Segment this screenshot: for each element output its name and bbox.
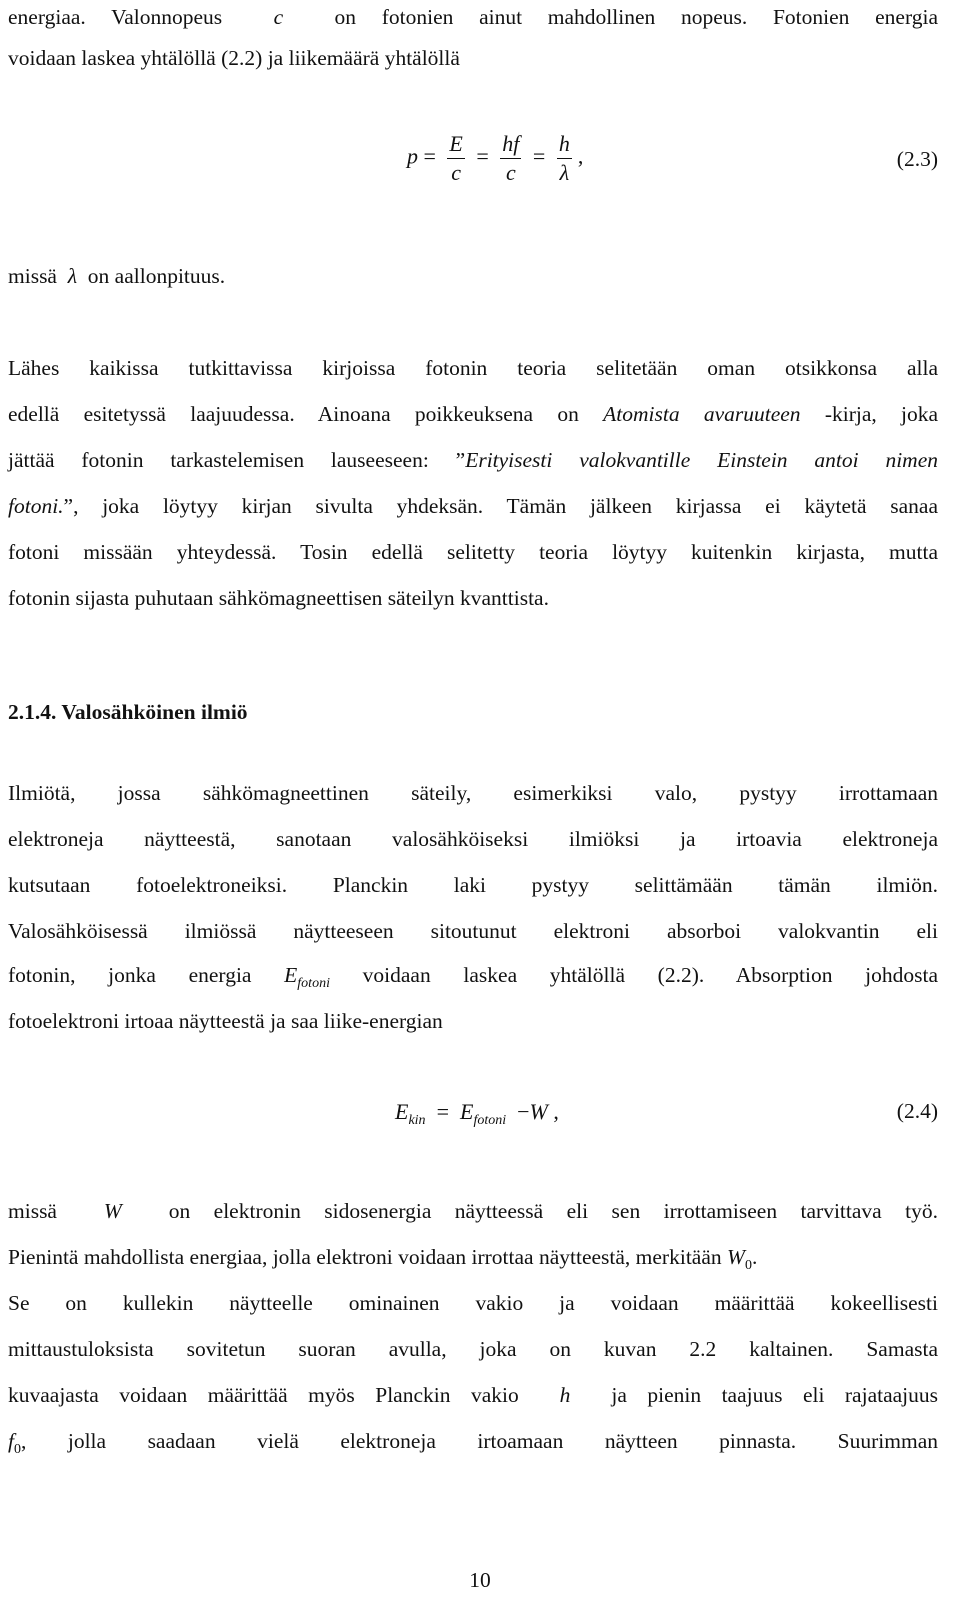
text-line: $f_0$, jolla saadaan vielä elektroneja irtoamaan näytteen pinnasta. Suurimman: [8, 1429, 938, 1457]
fraction-E-over-c: $\frac{E}{c}$: [449, 131, 463, 185]
fraction-h-over-lambda: $\frac{h}{\lambda}$: [558, 131, 570, 185]
text-line: missä W on elektronin sidosenergia näytteessä eli sen irrottamiseen tarvittava työ.: [8, 1199, 939, 1223]
text-line: Valosähköisessä ilmiössä näytteeseen sitoutunut elektroni absorboi valokvantin eli: [8, 919, 938, 943]
text-line: Ilmiötä, jossa sähkömagneettinen säteily, esimerkiksi valo, pystyy irrottamaan: [8, 781, 938, 805]
section-heading: 2.1.4. Valosähköinen ilmiö: [8, 700, 248, 724]
text-line: fotoni.”, joka löytyy kirjan sivulta yhdeksän. Tämän jälkeen kirjassa ei käytetä sanaa: [8, 494, 938, 518]
text-line: Pienintä mahdollista energiaa, jolla elektroni voidaan irrottaa näytteestä, merkitään $W_0$.: [8, 1245, 758, 1273]
fraction-hf-over-c: $\frac{hf}{c}$: [502, 131, 520, 185]
text-line: missä λ on aallonpituus.: [8, 264, 226, 288]
text-line: energiaa. Valonnopeus c on fotonien ainut mahdollinen nopeus. Fotonien energia: [8, 5, 938, 29]
equation-2-4: $E_{kin} = E_{fotoni} -W$ ,: [395, 1099, 559, 1128]
text-line: fotonin, jonka energia $E_{fotoni}$ voidaan laskea yhtälöllä (2.2). Absorption johdosta: [8, 963, 939, 991]
text-line: voidaan laskea yhtälöllä (2.2) ja liikemäärä yhtälöllä: [8, 46, 460, 70]
text-line: kuvaajasta voidaan määrittää myös Planckin vakio h ja pienin taajuus eli rajataajuus: [8, 1383, 939, 1407]
text-line: jättää fotonin tarkastelemisen lauseeseen: ”Erityisesti valokvantille Einstein antoi nimen: [8, 448, 938, 472]
text-line: edellä esitetyssä laajuudessa. Ainoana poikkeuksena on Atomista avaruuteen -kirja, joka: [8, 402, 939, 426]
page-number: 10: [469, 1568, 491, 1592]
equation-number-2-3: (2.3): [896, 147, 938, 171]
text-line: fotoelektroni irtoaa näytteestä ja saa liike-energian: [8, 1009, 443, 1033]
text-line: elektroneja näytteestä, sanotaan valosähköiseksi ilmiöksi ja irtoavia elektroneja: [8, 827, 938, 851]
text-line: fotoni missään yhteydessä. Tosin edellä selitetty teoria löytyy kuitenkin kirjasta, mutta: [8, 540, 938, 564]
equation-2-3: p = $\frac{E}{c}$ = $\frac{hf}{c}$ = $\frac{h}{\lambda}$ ,: [407, 131, 584, 185]
text-line: Lähes kaikissa tutkittavissa kirjoissa fotonin teoria selitetään oman otsikkonsa alla: [8, 356, 938, 380]
text-line: fotonin sijasta puhutaan sähkömagneettisen säteilyn kvanttista.: [8, 586, 549, 610]
equation-number-2-4: (2.4): [896, 1099, 938, 1123]
text-line: Se on kullekin näytteelle ominainen vakio ja voidaan määrittää kokeellisesti: [8, 1291, 938, 1315]
text-line: kutsutaan fotoelektroneiksi. Planckin laki pystyy selittämään tämän ilmiön.: [8, 873, 938, 897]
text-line: mittaustuloksista sovitetun suoran avulla, joka on kuvan 2.2 kaltainen. Samasta: [8, 1337, 938, 1361]
